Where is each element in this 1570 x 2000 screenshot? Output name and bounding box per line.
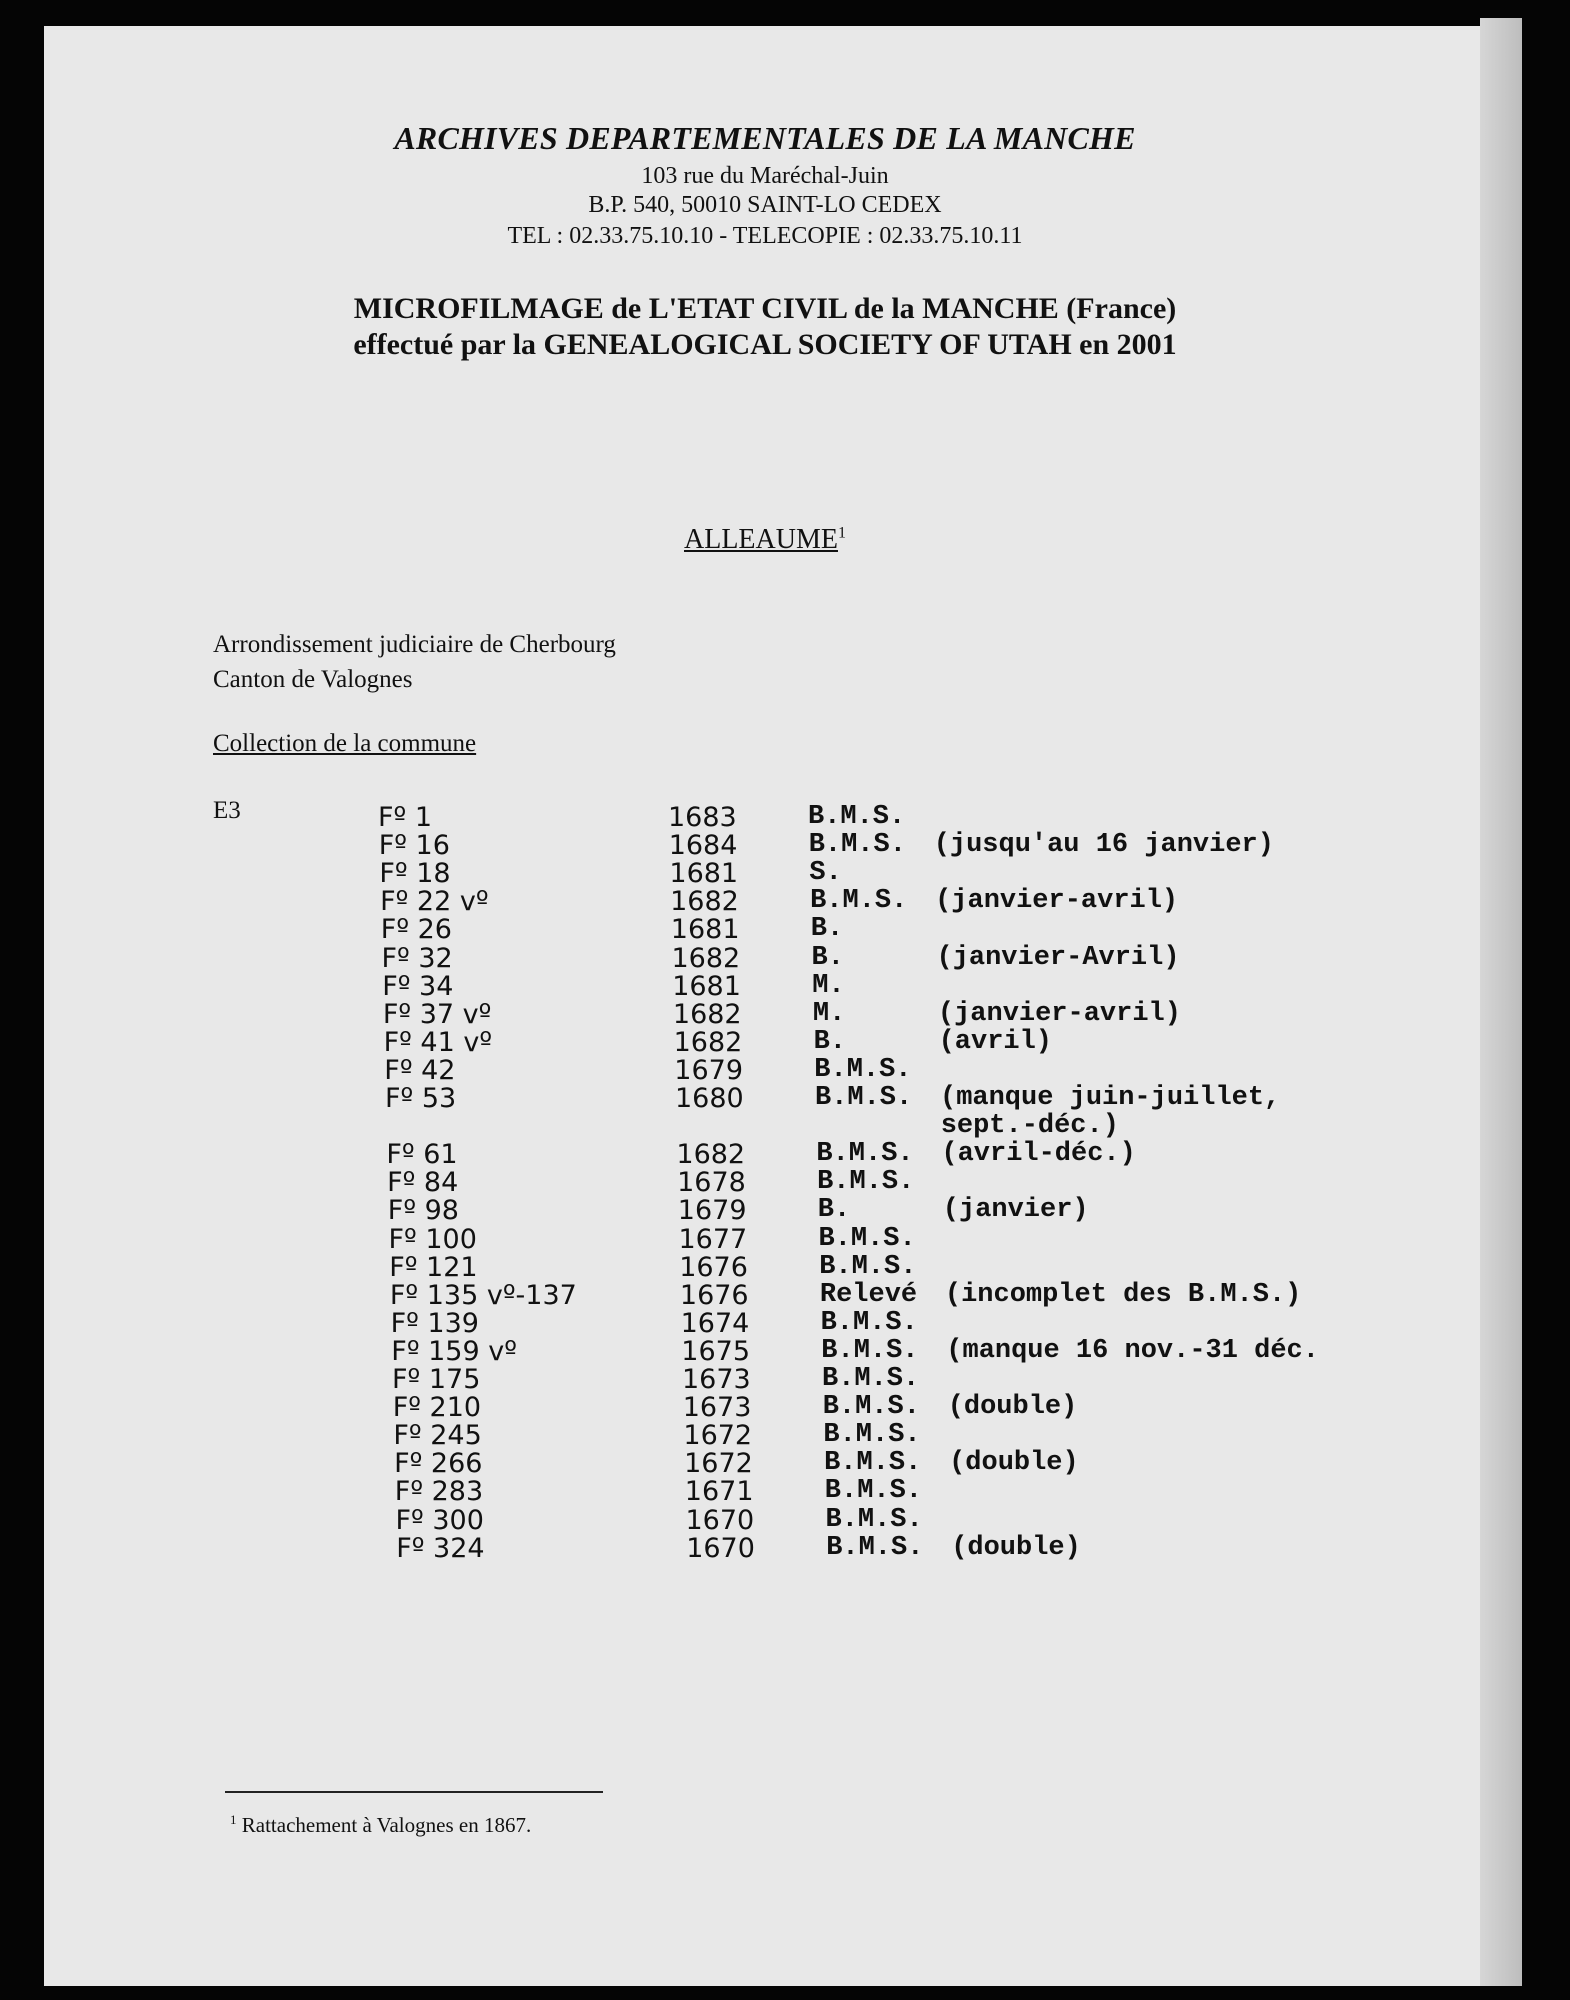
note-cell: (janvier-Avril)	[936, 942, 1180, 973]
note-cell: (janvier)	[942, 1195, 1089, 1226]
document-title-line2: effectué par la GENEALOGICAL SOCIETY OF UTAH en 2001	[353, 328, 1177, 361]
register-entry	[381, 942, 1382, 974]
register-entry	[380, 914, 1381, 946]
folio-cell: Fº 98	[387, 1195, 459, 1227]
folio-cell: Fº 135 vº-137	[389, 1279, 577, 1311]
register-entry	[387, 1167, 1387, 1199]
cote-label: E3	[213, 797, 241, 824]
year-cell: 1681	[672, 970, 741, 1002]
record-type-cell: B.M.S.	[823, 1420, 921, 1451]
folio-cell: Fº 26	[380, 914, 452, 946]
collection-heading: Collection de la commune	[213, 730, 477, 757]
document-title-line1: MICROFILMAGE de L'ETAT CIVIL de la MANCHE (France)	[353, 292, 1177, 325]
register-entry	[393, 1420, 1393, 1452]
folio-cell: Fº 32	[381, 942, 453, 974]
folio-cell: Fº 84	[387, 1167, 459, 1199]
year-cell: 1676	[679, 1251, 748, 1283]
year-cell: 1674	[680, 1307, 750, 1339]
register-entry	[380, 886, 1380, 918]
register-entry	[389, 1279, 1390, 1311]
folio-cell: Fº 22 vº	[380, 886, 489, 918]
record-type-cell: B.	[811, 942, 844, 973]
record-type-cell: Relevé	[819, 1279, 918, 1310]
institution-title: ARCHIVES DEPARTEMENTALES DE LA MANCHE	[394, 120, 1136, 156]
year-cell: 1672	[684, 1448, 753, 1480]
year-cell: 1678	[677, 1167, 746, 1199]
year-cell: 1671	[684, 1476, 754, 1508]
record-type-cell: B.M.S.	[825, 1504, 923, 1535]
note-cell: (jusqu'au 16 janvier)	[933, 830, 1274, 861]
register-entry	[392, 1392, 1393, 1424]
folio-cell: Fº 41 vº	[383, 1026, 493, 1058]
year-cell: 1681	[670, 914, 740, 946]
footnote-reference: 1	[837, 524, 846, 542]
record-type-cell: B.M.S.	[821, 1335, 919, 1366]
year-cell: 1684	[668, 830, 738, 862]
year-cell: 1670	[685, 1504, 755, 1536]
register-entry	[387, 1195, 1388, 1227]
commune-name: ALLEAUME	[684, 524, 838, 555]
contact-line: TEL : 02.33.75.10.10 - TELECOPIE : 02.33.75.10.11	[507, 223, 1023, 249]
year-cell: 1676	[679, 1279, 749, 1311]
folio-cell: Fº 100	[388, 1223, 477, 1255]
record-type-cell: B.M.S.	[808, 802, 906, 832]
year-cell: 1679	[674, 1054, 744, 1086]
folio-cell: Fº 266	[394, 1448, 483, 1480]
record-type-cell: B.	[817, 1195, 851, 1226]
register-entry	[382, 998, 1383, 1030]
folio-cell: Fº 34	[382, 970, 454, 1002]
folio-cell: Fº 139	[390, 1307, 479, 1339]
register-entry	[396, 1532, 1396, 1564]
register-entry	[395, 1504, 1396, 1536]
folio-cell: Fº 159 vº	[391, 1335, 517, 1367]
note-cell: (avril-déc.)	[941, 1139, 1136, 1170]
record-type-cell: B.M.S.	[819, 1251, 917, 1282]
record-type-cell: B.M.S.	[822, 1392, 920, 1423]
note-cell: (incomplet des B.M.S.)	[944, 1279, 1302, 1310]
folio-cell: Fº 37 vº	[382, 998, 492, 1030]
register-entry	[385, 1083, 1385, 1114]
folio-cell: Fº 175	[392, 1364, 481, 1395]
year-cell: 1670	[686, 1532, 755, 1564]
record-type-cell: B.M.S.	[814, 1054, 912, 1085]
folio-cell: Fº 42	[384, 1054, 456, 1086]
folio-cell: Fº 16	[378, 830, 450, 862]
note-cell: (janvier-avril)	[937, 998, 1181, 1029]
record-type-cell: M.	[812, 998, 846, 1029]
folio-cell: Fº 61	[386, 1139, 458, 1171]
note-cell: (double)	[949, 1448, 1079, 1479]
record-type-cell: B.M.S.	[820, 1307, 918, 1338]
year-cell: 1682	[671, 942, 741, 974]
register-entry	[388, 1223, 1389, 1255]
footnote-mark: 1	[230, 1812, 237, 1827]
footnote-text: Rattachement à Valognes en 1867.	[241, 1813, 532, 1837]
record-type-cell: B.M.S.	[818, 1223, 916, 1254]
register-entry	[379, 858, 1379, 890]
register-entry	[382, 970, 1382, 1002]
register-entry	[378, 830, 1379, 862]
register-entry	[383, 1026, 1384, 1058]
year-cell: 1675	[681, 1335, 751, 1367]
note-cell: sept.-déc.)	[940, 1111, 1119, 1142]
record-type-cell: B.M.S.	[816, 1139, 914, 1170]
address-city: B.P. 540, 50010 SAINT-LO CEDEX	[588, 192, 942, 218]
register-entry	[386, 1139, 1386, 1171]
register-entry	[378, 802, 1378, 833]
register-entry	[391, 1335, 1391, 1367]
folio-cell: Fº 324	[396, 1532, 485, 1564]
year-cell: 1683	[668, 802, 737, 833]
year-cell: 1680	[675, 1083, 744, 1114]
register-entry	[389, 1251, 1389, 1283]
year-cell: 1682	[676, 1139, 746, 1171]
year-cell: 1682	[673, 1026, 743, 1058]
note-cell: (manque juin-juillet,	[940, 1083, 1281, 1113]
folio-cell: Fº 300	[395, 1504, 484, 1536]
record-type-cell: S.	[809, 858, 842, 889]
record-type-cell: B.M.S.	[815, 1083, 913, 1113]
footnote	[230, 1812, 531, 1838]
note-cell: (janvier-avril)	[935, 886, 1179, 917]
folio-cell: Fº 1	[378, 802, 433, 833]
record-type-cell: B.	[813, 1026, 846, 1057]
register-entry	[394, 1448, 1394, 1480]
register-entry	[394, 1476, 1395, 1508]
folio-cell: Fº 245	[393, 1420, 482, 1452]
year-cell: 1679	[677, 1195, 747, 1227]
year-cell: 1682	[670, 886, 739, 918]
year-cell: 1672	[683, 1420, 753, 1452]
record-type-cell: B.M.S.	[817, 1167, 915, 1198]
record-type-cell: B.	[810, 914, 844, 945]
note-cell: (double)	[951, 1532, 1081, 1563]
folio-cell: Fº 53	[385, 1083, 457, 1114]
canton-line: Canton de Valognes	[213, 666, 413, 693]
register-entry	[384, 1054, 1384, 1086]
commune-heading	[0, 524, 1530, 556]
footnote-divider	[225, 1791, 603, 1793]
record-type-cell: M.	[812, 970, 845, 1001]
note-cell: (double)	[947, 1392, 1078, 1423]
note-cell: (manque 16 nov.-31 déc.	[946, 1335, 1319, 1366]
register-entry	[390, 1307, 1391, 1339]
record-type-cell: B.M.S.	[808, 830, 906, 861]
record-type-cell: B.M.S.	[810, 886, 908, 917]
folio-cell: Fº 283	[394, 1476, 484, 1508]
year-cell: 1681	[669, 858, 739, 890]
year-cell: 1673	[682, 1392, 752, 1424]
address-street: 103 rue du Maréchal-Juin	[641, 163, 889, 189]
folio-cell: Fº 18	[379, 858, 451, 890]
year-cell: 1677	[678, 1223, 748, 1255]
record-type-cell: B.M.S.	[824, 1476, 923, 1507]
folio-cell: Fº 210	[392, 1392, 482, 1424]
register-entry	[392, 1364, 1392, 1395]
year-cell: 1673	[682, 1364, 751, 1395]
register-entry	[386, 1111, 1386, 1142]
record-type-cell: B.M.S.	[824, 1448, 922, 1479]
record-type-cell: B.M.S.	[822, 1364, 920, 1394]
arrondissement-line: Arrondissement judiciaire de Cherbourg	[213, 631, 616, 658]
record-type-cell: B.M.S.	[826, 1532, 924, 1563]
note-cell: (avril)	[938, 1026, 1053, 1057]
year-cell: 1682	[672, 998, 742, 1030]
folio-cell: Fº 121	[389, 1251, 478, 1283]
